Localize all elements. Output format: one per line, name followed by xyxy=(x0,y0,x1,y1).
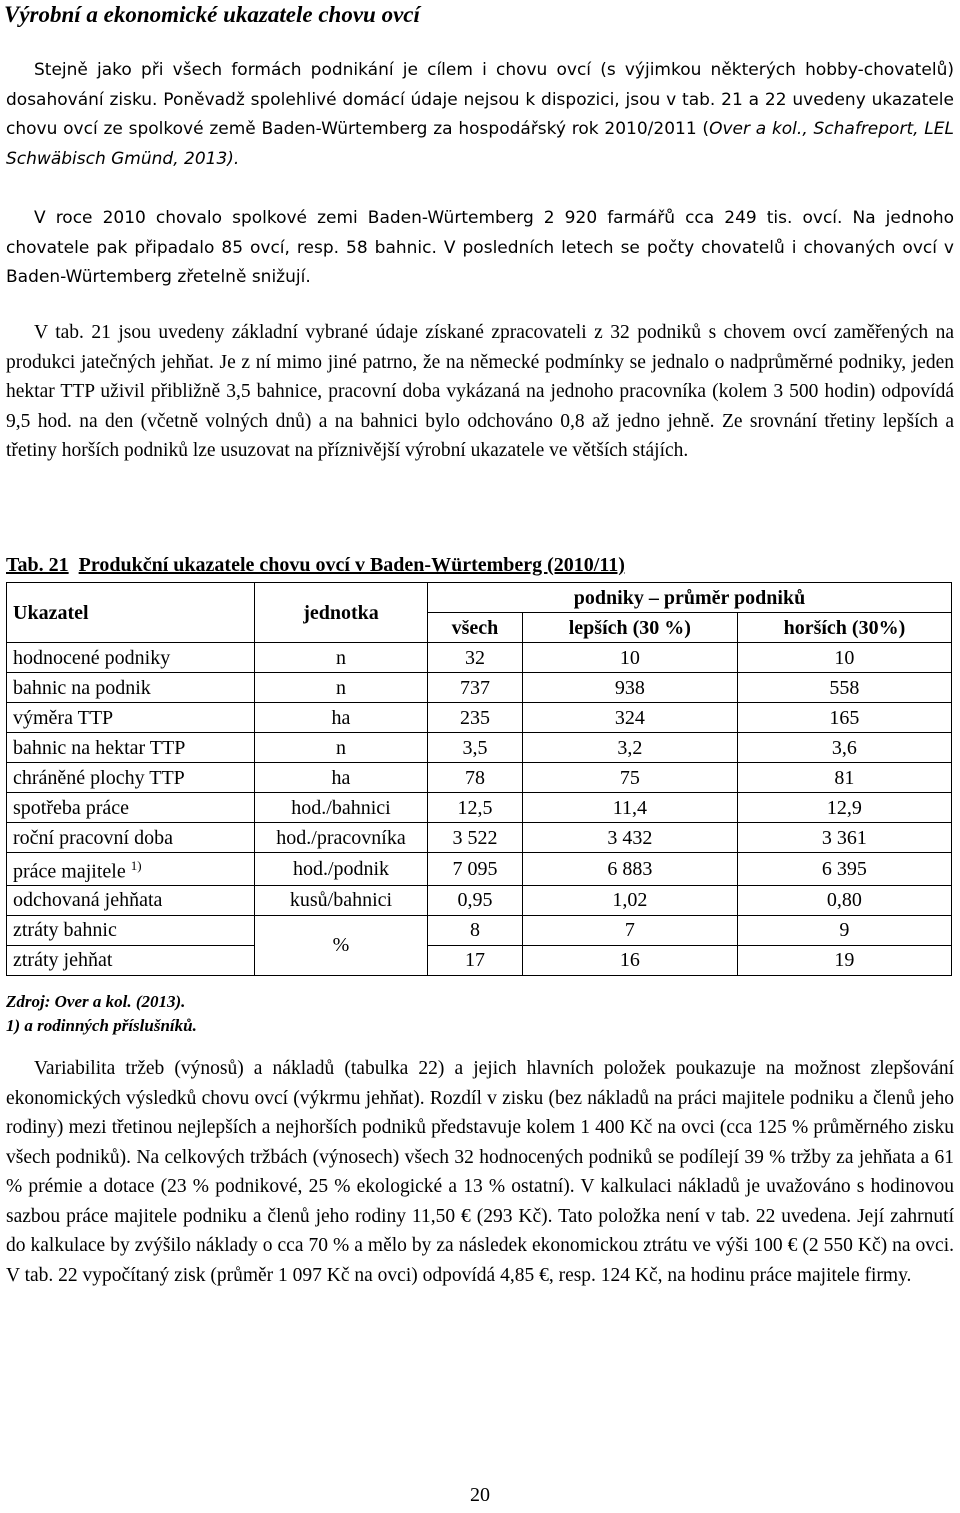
row-label: výměra TTP xyxy=(7,703,255,733)
row-value-lepsich: 3,2 xyxy=(522,733,737,763)
row-value-lepsich: 6 883 xyxy=(522,853,737,886)
header-vsech: všech xyxy=(428,613,523,643)
row-value-horsich: 3 361 xyxy=(737,823,951,853)
section-heading: Výrobní a ekonomické ukazatele chovu ovcí xyxy=(4,2,420,27)
table-row xyxy=(7,793,952,823)
row-unit: hod./podnik xyxy=(255,853,428,886)
table-row xyxy=(7,673,952,703)
row-label: spotřeba práce xyxy=(7,793,255,823)
row-value-horsich: 6 395 xyxy=(737,853,951,886)
row-value-lepsich: 1,02 xyxy=(522,885,737,915)
table-row xyxy=(7,643,952,673)
paragraph-intro-citation: Over a kol., Schafreport, LEL Schwäbisch Gmünd, 2013). xyxy=(6,119,954,169)
row-value-horsich: 3,6 xyxy=(737,733,951,763)
row-unit: % xyxy=(255,915,428,975)
table-header-row xyxy=(7,583,952,613)
footnote-marker: 1) xyxy=(130,858,142,873)
row-label: hodnocené podniky xyxy=(7,643,255,673)
table-source xyxy=(6,990,197,1038)
table-row xyxy=(7,915,952,945)
header-horsich: horších (30%) xyxy=(737,613,951,643)
row-label: bahnic na hektar TTP xyxy=(7,733,255,763)
row-value-horsich: 12,9 xyxy=(737,793,951,823)
paragraph-economics-text: Variabilita tržeb (výnosů) a nákladů (tabulka 22) a jejich hlavních položek poukazuje na možnost zlepšování ekonomických výsledků chovu ovcí (výkrmu jehňat). Rozdíl v zisku (bez nákladů na práci majitele podniku a členů jeho rodiny) mezi třetinou nejlepších a nejhorších podniků představuje kolem 1 400 Kč na ovci (cca 125 % průměrného zisku všech podniků). Na celkových tržbách (výnosech) všech 32 hodnocených podniků se podílejí 39 % tržby za jehňata a 61 % prémie a dotace (23 % podnikové, 25 % ekologické a 13 % ostatní). V kalkulaci nákladů je uvažováno s hodinovou sazbou práce majitele podniku a členů jeho rodiny 11,50 € (293 Kč). Tato položka není v tab. 22 uvedena. Její zahrnutí do kalkulace by zvýšilo náklady o cca 70 % a mělo by za následek ekonomickou ztrátu ve výši 100 € (2 550 Kč) na ovci. V tab. 22 vypočítaný zisk (průměr 1 097 Kč na ovci) odpovídá 4,85 €, resp. 124 Kč, na hodinu práce majitele firmy. xyxy=(6,1058,954,1286)
row-value-vsech: 17 xyxy=(428,945,523,975)
table-row xyxy=(7,945,952,975)
table-row xyxy=(7,733,952,763)
row-value-vsech: 737 xyxy=(428,673,523,703)
row-value-horsich: 10 xyxy=(737,643,951,673)
table-caption-title: Produkční ukazatele chovu ovcí v Baden-Würtemberg (2010/11) xyxy=(78,554,625,576)
table-row xyxy=(7,853,952,886)
row-value-horsich: 0,80 xyxy=(737,885,951,915)
row-unit: ha xyxy=(255,703,428,733)
row-label-text: práce majitele xyxy=(13,860,126,883)
row-label: ztráty jehňat xyxy=(7,945,255,975)
header-lepsich: lepších (30 %) xyxy=(522,613,737,643)
page-number: 20 xyxy=(470,1484,490,1506)
row-value-vsech: 12,5 xyxy=(428,793,523,823)
row-value-lepsich: 75 xyxy=(522,763,737,793)
row-label: roční pracovní doba xyxy=(7,823,255,853)
row-value-lepsich: 16 xyxy=(522,945,737,975)
row-value-vsech: 3 522 xyxy=(428,823,523,853)
row-unit: hod./pracovníka xyxy=(255,823,428,853)
paragraph-economics xyxy=(6,1054,954,1290)
table-row xyxy=(7,703,952,733)
row-label xyxy=(7,853,255,886)
paragraph-table-description xyxy=(6,318,954,466)
table-caption xyxy=(6,552,625,578)
table-caption-prefix: Tab. 21 xyxy=(6,554,69,576)
row-unit: kusů/bahnici xyxy=(255,885,428,915)
paragraph-table-description-text: V tab. 21 jsou uvedeny základní vybrané údaje získané zpracovateli z 32 podniků s chovem ovcí zaměřených na produkci jatečných jehňat. Je z ní mimo jiné patrno, že na německé podmínky se jednalo o nadprůměrné podniky, jeden hektar TTP uživil přibližně 3,5 bahnice, pracovní doba vykázaná na jednoho pracovníka (kolem 3 500 hodin) odpovídá 9,5 hod. na den (včetně volných dnů) a na bahnici bylo odchováno 0,8 až jedno jehně. Ze srovnání třetiny lepších a třetiny horších podniků lze usuzovat na příznivější výrobní ukazatele ve větších stájích. xyxy=(6,322,954,461)
paragraph-intro xyxy=(6,56,954,174)
row-value-lepsich: 938 xyxy=(522,673,737,703)
row-value-lepsich: 10 xyxy=(522,643,737,673)
row-value-vsech: 7 095 xyxy=(428,853,523,886)
row-value-horsich: 558 xyxy=(737,673,951,703)
production-indicators-table xyxy=(6,582,952,976)
row-label: odchovaná jehňata xyxy=(7,885,255,915)
row-value-vsech: 0,95 xyxy=(428,885,523,915)
row-label: chráněné plochy TTP xyxy=(7,763,255,793)
row-unit: ha xyxy=(255,763,428,793)
row-value-lepsich: 324 xyxy=(522,703,737,733)
row-unit: n xyxy=(255,673,428,703)
row-value-horsich: 81 xyxy=(737,763,951,793)
source-footnote: 1) a rodinných příslušníků. xyxy=(6,1016,197,1035)
row-unit: n xyxy=(255,643,428,673)
row-value-horsich: 165 xyxy=(737,703,951,733)
header-group: podniky – průměr podniků xyxy=(428,583,952,613)
row-value-lepsich: 7 xyxy=(522,915,737,945)
row-value-horsich: 9 xyxy=(737,915,951,945)
header-ukazatel: Ukazatel xyxy=(7,583,255,643)
paragraph-farmers-text: V roce 2010 chovalo spolkové zemi Baden-Würtemberg 2 920 farmářů cca 249 tis. ovcí. Na jednoho chovatele pak připadalo 85 ovcí, resp. 58 bahnic. V posledních letech se počty chovatelů i chovaných ovcí v Baden-Würtemberg zřetelně snižují. xyxy=(6,208,954,287)
row-value-vsech: 78 xyxy=(428,763,523,793)
row-value-vsech: 235 xyxy=(428,703,523,733)
row-value-vsech: 8 xyxy=(428,915,523,945)
row-label: bahnic na podnik xyxy=(7,673,255,703)
row-value-vsech: 3,5 xyxy=(428,733,523,763)
source-citation: Zdroj: Over a kol. (2013). xyxy=(6,992,186,1011)
row-value-lepsich: 3 432 xyxy=(522,823,737,853)
row-value-lepsich: 11,4 xyxy=(522,793,737,823)
table-row xyxy=(7,823,952,853)
paragraph-farmers xyxy=(6,204,954,293)
paragraph-intro-text: Stejně jako při všech formách podnikání je cílem i chovu ovcí (s výjimkou některých hobby-chovatelů) dosahování zisku. Poněvadž spolehlivé domácí údaje nejsou k dispozici, jsou v tab. 21 a 22 uvedeny ukazatele chovu ovcí ze spolkové země Baden-Würtemberg za hospodářský rok 2010/2011 ( xyxy=(6,60,954,139)
row-unit: hod./bahnici xyxy=(255,793,428,823)
row-value-vsech: 32 xyxy=(428,643,523,673)
row-unit: n xyxy=(255,733,428,763)
row-value-horsich: 19 xyxy=(737,945,951,975)
row-label: ztráty bahnic xyxy=(7,915,255,945)
table-row xyxy=(7,763,952,793)
table-row xyxy=(7,885,952,915)
header-jednotka: jednotka xyxy=(255,583,428,643)
